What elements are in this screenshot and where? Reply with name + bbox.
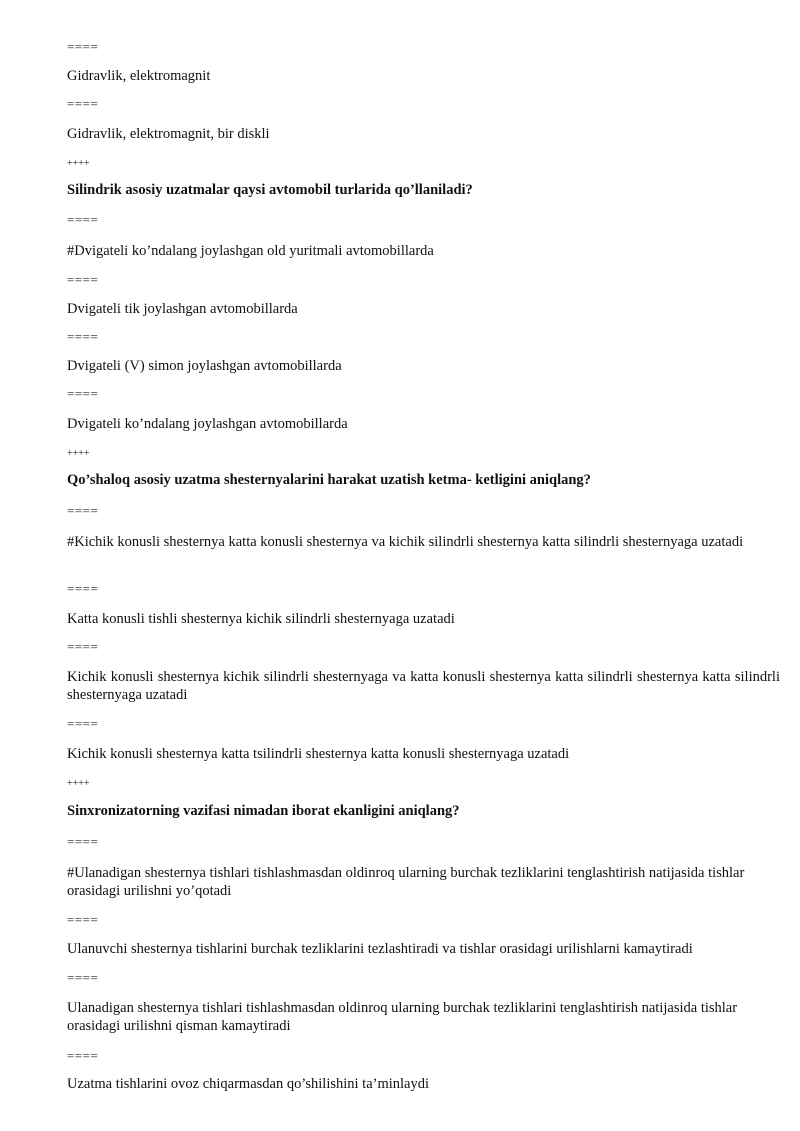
separator: ==== — [67, 212, 99, 227]
separator: ==== — [67, 329, 99, 344]
separator: ==== — [67, 272, 99, 287]
answer-option: Kichik konusli shesternya katta tsilindrli shesternya katta konusli shesternyaga uzatadi — [67, 746, 570, 762]
answer-option: Gidravlik, elektromagnit, bir diskli — [67, 126, 270, 142]
answer-option: Uzatma tishlarini ovoz chiqarmasdan qo’shilishini ta’minlaydi — [67, 1076, 430, 1092]
answer-option-correct: #Dvigateli ko’ndalang joylashgan old yuritmali avtomobillarda — [67, 243, 434, 259]
separator: ==== — [67, 834, 99, 849]
question-text: Qo’shaloq asosiy uzatma shesternyalarini harakat uzatish ketma- ketligini aniqlang? — [67, 472, 591, 488]
separator: ==== — [67, 39, 99, 54]
answer-option: Dvigateli ko’ndalang joylashgan avtomobillarda — [67, 416, 348, 432]
separator: ==== — [67, 581, 99, 596]
separator: ==== — [67, 716, 99, 731]
separator: ==== — [67, 503, 99, 518]
separator: ==== — [67, 1048, 99, 1063]
separator: ==== — [67, 386, 99, 401]
answer-option: Dvigateli (V) simon joylashgan avtomobillarda — [67, 358, 342, 374]
answer-option: Gidravlik, elektromagnit — [67, 68, 211, 84]
separator: ==== — [67, 970, 99, 985]
answer-option: Kichik konusli shesternya kichik silindrli shesternyaga va katta konusli shesternya katta silindrli shesternya katta silindrli shesternyaga uzatadi — [67, 669, 780, 703]
answer-option: Dvigateli tik joylashgan avtomobillarda — [67, 301, 298, 317]
question-marker: ++++ — [67, 778, 90, 789]
question-marker: ++++ — [67, 448, 90, 459]
answer-option: Ulanadigan shesternya tishlari tishlashmasdan oldinroq ularning burchak tezliklarini tenglashtirish natijasida tishlar orasidagi urilishni qisman kamaytiradi — [67, 1000, 738, 1034]
question-text: Silindrik asosiy uzatmalar qaysi avtomobil turlarida qo’llaniladi? — [67, 182, 473, 198]
question-text: Sinxronizatorning vazifasi nimadan iborat ekanligini aniqlang? — [67, 803, 460, 819]
separator: ==== — [67, 912, 99, 927]
answer-option-correct: #Kichik konusli shesternya katta konusli shesternya va kichik silindrli shesternya katta silindrli shesternyaga uzatadi — [67, 534, 744, 550]
answer-option-correct: #Ulanadigan shesternya tishlari tishlashmasdan oldinroq ularning burchak tezliklarini tenglashtirish natijasida tishlar orasidagi urilishni yo’qotadi — [67, 865, 745, 899]
separator: ==== — [67, 639, 99, 654]
answer-option: Ulanuvchi shesternya tishlarini burchak tezliklarini tezlashtiradi va tishlar orasidagi urilishlarni kamaytiradi — [67, 941, 693, 957]
separator: ==== — [67, 96, 99, 111]
answer-option: Katta konusli tishli shesternya kichik silindrli shesternyaga uzatadi — [67, 611, 455, 627]
question-marker: ++++ — [67, 158, 90, 169]
